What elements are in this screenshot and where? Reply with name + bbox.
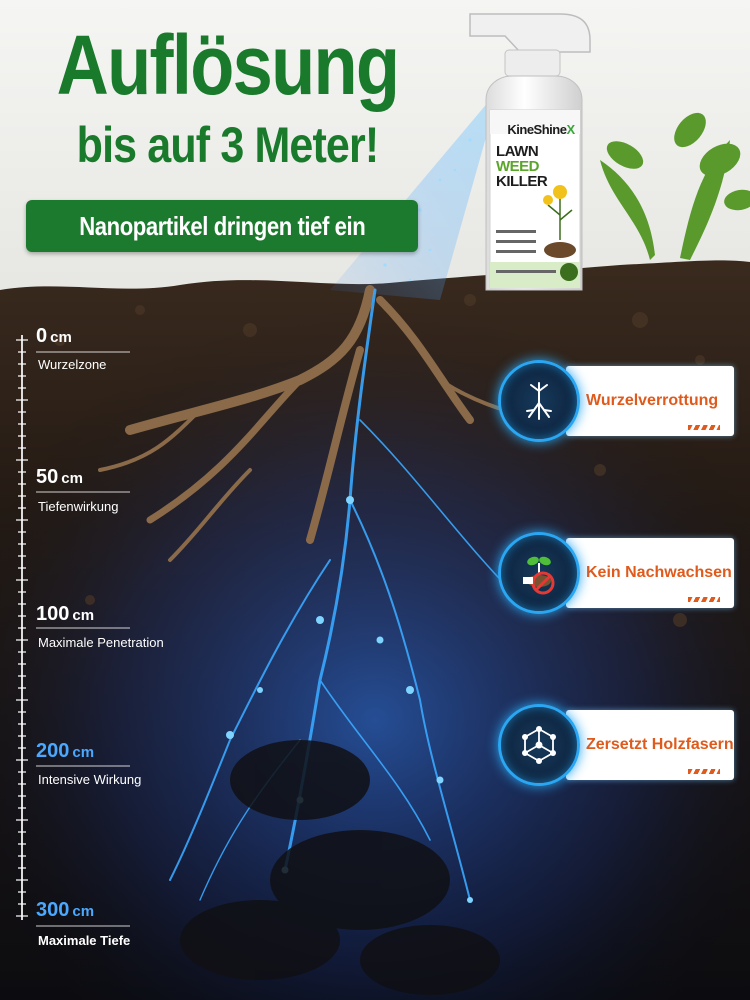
- headline-main: Auflösung: [56, 18, 399, 112]
- depth-mark-0: 0 cm: [36, 325, 72, 347]
- feature-no-regrowth: [498, 532, 738, 614]
- depth-label-50: Tiefenwirkung: [38, 499, 119, 514]
- depth-mark-300: 300 cm: [36, 899, 95, 921]
- depth-mark-50: 50 cm: [36, 466, 83, 488]
- feature-root-rot: [498, 360, 738, 442]
- depth-label-200: Intensive Wirkung: [38, 772, 142, 787]
- feature-text: Wurzelverrottung: [586, 392, 719, 409]
- feature-card: [566, 366, 734, 436]
- headline-sub: bis auf 3 Meter!: [76, 117, 379, 173]
- root-icon: [498, 360, 580, 442]
- feature-text: Zersetzt Holzfasern: [586, 736, 734, 753]
- feature-fiber-decomposition: [498, 704, 738, 786]
- depth-label-0: Wurzelzone: [38, 357, 107, 372]
- depth-label-300: Maximale Tiefe: [38, 933, 131, 948]
- molecule-icon: [498, 704, 580, 786]
- brand-logo: KineShineX: [507, 122, 575, 137]
- subtitle-banner: [26, 200, 418, 252]
- depth-mark-100: 100 cm: [36, 603, 95, 625]
- depth-label-100: Maximale Penetration: [38, 635, 164, 650]
- banner-text: Nanopartikel dringen tief ein: [78, 210, 366, 241]
- feature-card: [566, 538, 734, 608]
- bottle-label: [490, 110, 588, 288]
- feature-card: [566, 710, 734, 780]
- product-name: LAWN WEED KILLER: [496, 143, 548, 190]
- no-sprout-icon: [498, 532, 580, 614]
- depth-mark-200: 200 cm: [36, 740, 95, 762]
- headline: [0, 18, 455, 174]
- feature-text: Kein Nachwachsen: [586, 564, 732, 581]
